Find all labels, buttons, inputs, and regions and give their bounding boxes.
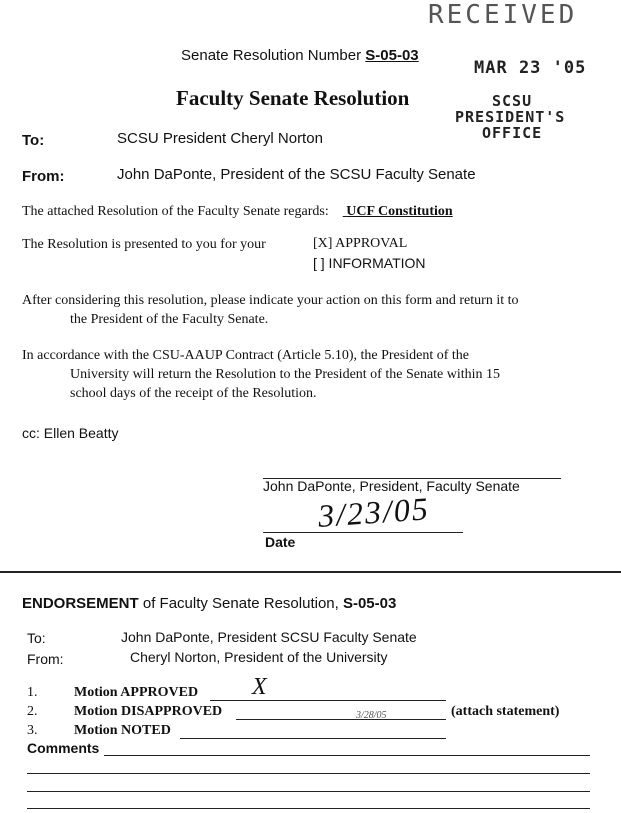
page-title: Faculty Senate Resolution: [176, 86, 410, 110]
option-approved-label: Motion APPROVED: [74, 685, 199, 700]
option-2-number: 2.: [27, 704, 38, 719]
option-1-number: 1.: [27, 685, 38, 700]
date-line: [263, 532, 463, 533]
comments-line-4[interactable]: [27, 808, 590, 809]
handwritten-date: 3/23/05: [316, 490, 431, 534]
option-noted-label: Motion NOTED: [74, 723, 171, 738]
endorsement-title-bold: ENDORSEMENT: [22, 595, 139, 612]
from-value: John DaPonte, President of the SCSU Faculty Senate: [117, 166, 476, 183]
option-3-number: 3.: [27, 723, 38, 738]
cc-line: cc: Ellen Beatty: [22, 425, 119, 441]
resolution-number-line: [181, 47, 419, 64]
noted-line: [180, 738, 446, 739]
office-stamp-line3: OFFICE: [482, 124, 543, 142]
attach-statement-note: (attach statement): [451, 704, 560, 719]
regards-subject: UCF Constitution: [346, 204, 453, 219]
instruction-para2-line1: In accordance with the CSU-AAUP Contract (Article 5.10), the President of the: [22, 348, 469, 363]
office-stamp-line1: SCSU: [492, 92, 533, 110]
disapproved-line: [236, 719, 446, 720]
endorsement-resolution-number: S-05-03: [342, 595, 397, 612]
section-divider: [0, 571, 621, 573]
endorsement-title-mid: of Faculty Senate Resolution,: [138, 595, 343, 612]
endorsement-title: [22, 595, 396, 612]
to-value: SCSU President Cheryl Norton: [117, 130, 323, 147]
regards-text: The attached Resolution of the Faculty Senate regards:: [22, 204, 329, 219]
resolution-number-label: Senate Resolution Number: [181, 47, 366, 64]
stamp-date: MAR 23 '05: [474, 58, 587, 78]
signer-caption: John DaPonte, President, Faculty Senate: [263, 478, 520, 494]
resolution-number: S-05-03: [365, 47, 419, 64]
endorsement-to-value: John DaPonte, President SCSU Faculty Senate: [121, 629, 417, 645]
instruction-para2-line3: school days of the receipt of the Resolution.: [70, 386, 317, 401]
handwritten-x-mark: X: [252, 674, 267, 700]
date-label: Date: [265, 534, 296, 550]
option-disapproved-label: Motion DISAPPROVED: [74, 704, 223, 719]
endorsement-to-label: To:: [27, 630, 46, 646]
regards-line: [22, 204, 453, 220]
to-label: To:: [22, 132, 45, 149]
endorsement-from-label: From:: [27, 651, 64, 667]
approved-line: [210, 700, 446, 701]
received-stamp: RECEIVED: [428, 0, 578, 30]
instruction-para2-line2: University will return the Resolution to the President of the Senate within 15: [70, 367, 501, 382]
comments-label: Comments: [27, 740, 100, 756]
office-stamp-line2: PRESIDENT'S: [455, 108, 566, 126]
instruction-para1-line1: After considering this resolution, please indicate your action on this form and return it to: [22, 293, 519, 308]
option-approval: [X] APPROVAL: [313, 236, 408, 251]
comments-line-3[interactable]: [27, 791, 590, 792]
from-label: From:: [22, 168, 65, 185]
comments-line-2[interactable]: [27, 773, 590, 774]
comments-line-1[interactable]: [104, 755, 590, 756]
approval-handwritten-date: 3/28/05: [356, 710, 387, 721]
instruction-para1-line2: the President of the Faculty Senate.: [70, 312, 269, 327]
endorsement-from-value: Cheryl Norton, President of the University: [130, 649, 388, 665]
presented-text: The Resolution is presented to you for your: [22, 237, 266, 252]
option-information: [ ] INFORMATION: [313, 255, 426, 271]
